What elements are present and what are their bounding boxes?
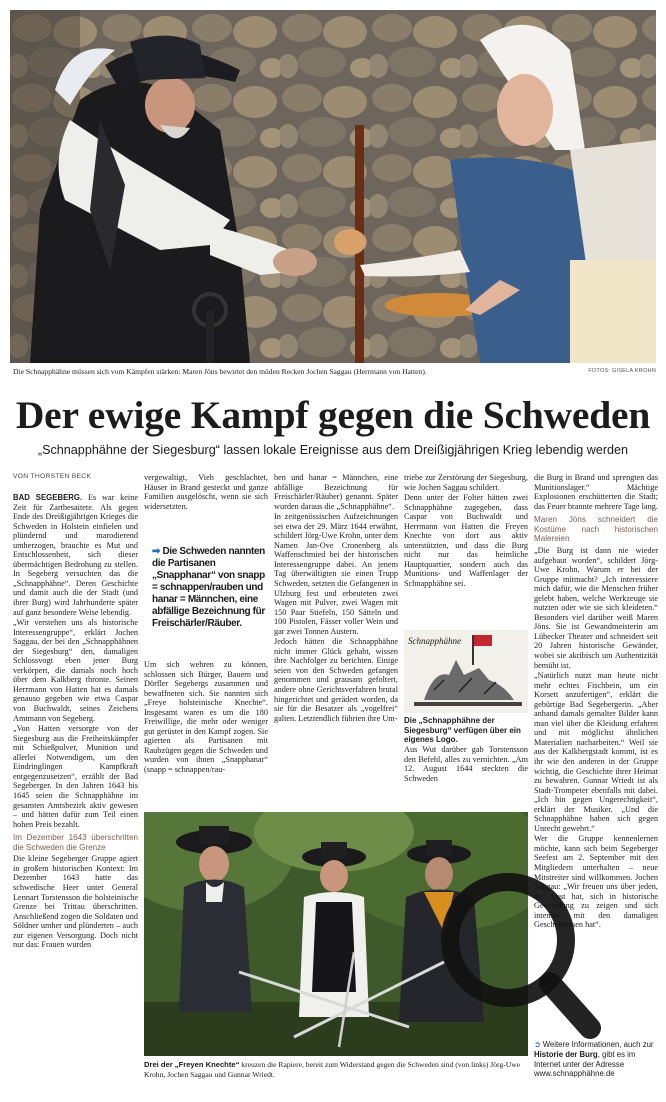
pull-quote (152, 546, 270, 630)
column-3 (274, 473, 398, 809)
paragraph: In zeitgenössischen Aufzeichnungen sei etwa der 29. März 1644 erwähnt, schildert Jörg-Uwe Krohn, unter dem Namen Jan-Ove Cronenberg als Waffenschmied bei der historischen Interessengruppe dabei. An jenem Tag überwältigten sie einen Trupp Schweden, setzten die Gefangenen in Ulzburg fest und erbeuteten zwei Wagen mit Pulver, zwei Wagen mit 150 Paar Stiefeln, 150 Sätteln und 100 Pistolen, Fässer voller Wein und gar zwei Tonnen Austern. (274, 512, 398, 636)
magnifier-icon-graphic (430, 858, 610, 1048)
paragraph: Die kleine Segeberger Gruppe agiert in großem historischen Kontext: Im Dezember 1643 hatte das schwedische Heer unter General Lennart Torstensson die holsteinische Grenze bei Trittau überschritten. Anschließend zogen die Soldaten und Söldner umher und plünderten – auch zur eigenen Versorgung. Doch nicht nur das: Frauen wurden (13, 854, 138, 950)
logo-caption: Die „Schnapphähne der Siegesburg“ verfügen über ein eigenes Logo. (404, 716, 521, 745)
paragraph (13, 493, 138, 617)
arrow-right-icon: ➡ (152, 546, 161, 557)
paragraph: „Von Hatten versorgte von der Siegesburg aus die Freiheitskämpfer mit Schießpulver, Munition und allerlei Notwendigem, um den Eindringlingen Kampfkraft entgegenzusetzen“, erzählt der Bad Segeberger. In den Jahren 1643 bis 1645 seien die Schnapphähne im gesamten Amtsbezirk aktiv gewesen – und hätten dafür zum Teil einen hohen Preis bezahlt. (13, 724, 138, 829)
headline: Der ewige Kampf gegen die Schweden (15, 393, 651, 437)
paragraph: „Wir verstehen uns als historische Interessengruppe“, erklärt Jochen Saggau, der bei den „Schnapphähnen der Siegesburg“ den, damaligen Schlossvogt eben jener Burg verkörpert, die damals noch hoch über dem Kalkberg thronte. Seinen Herrmann von Hatten hat es damals genauso gegeben wie etwa Caspar von Buchwaldt, seines Zeichens Amtmann von Segeberg. (13, 618, 138, 723)
group-logo (404, 630, 528, 713)
dateline: BAD SEGEBERG. (13, 493, 83, 502)
paragraph: triebe zur Zerstörung der Siegesburg, wie Jochen Saggau schildert. (404, 473, 528, 492)
paragraph: Aus Wut darüber gab Torstensson den Befehl, alles zu vernichten. „Am 12. August 1644 steckten die Schweden (404, 745, 528, 783)
top-photo-caption: Die Schnapphähne müssen sich vom Kämpfen stärken: Maren Jöns bewirtet den müden Recken Jochen Saggau (Herrmann von Hatten). (13, 367, 427, 376)
top-photo (10, 10, 656, 363)
section-subhead: Maren Jöns schneidert die Kostüme nach historischen Malereien (534, 515, 658, 544)
subheadline: „Schnapphähne der Siegesburg“ lassen lokale Ereignisse aus dem Dreißigjährigen Krieg lebendig werden (37, 443, 629, 457)
paragraph: die Burg in Brand und sprengten das Munitionslager.“ Mächtige Explosionen erschütterten die Stadt; das Feuer brannte mehrere Tage lang. (534, 473, 658, 511)
paragraph: „Die Burg ist dann nie wieder aufgebaut worden“, schildert Jörg-Uwe Krohn. Warum er bei der Gruppe mitmacht? „Ich interessiere mich dafür, wie die Menschen früher gelebt haben, welche Werkzeuge sie nutzten oder wie sie sich kleideten.“ Besonders viel darüber weiß Maren Jöns. Sie ist Gewandmeisterin am Lübecker Theater und schneidert seit 20 Jahren historische Gewänder, wobei sie akribisch um Authentizität bemüht ist. (534, 545, 658, 670)
info-arrow-icon: ➲ (534, 1040, 541, 1049)
caption-bold: Drei der „Freyen Knechte“ (144, 1060, 240, 1069)
info-text-bold: Historie der Burg (534, 1049, 598, 1059)
section-subhead: Im Dezember 1643 überschritten die Schweden die Grenze (13, 833, 138, 852)
paragraph: Wer die Gruppe kennenlernen möchte, kann sich beim Segeberger Seefest am 2. September mit den Mitgliedern unterhalten – neue Mitstreiter sind willkommen. Jochen Saggau: „Wir freuen uns über jeden, der Lust hat, sich in historische Gewandung zu zeigen und sich intensiv mit den damaligen Geschehnissen hat“. (534, 834, 658, 930)
caption-text: kreuzen die Rapiere, bereit zum Widerstand gegen die Schweden sind (von links) Jörg-Uwe Krohn, Jochen Saggau und Gunnar Wriedt. (144, 1060, 521, 1079)
paragraph: Jedoch hätten die Schnapphähne nicht immer Glück gehabt, wissen ihre Nachfolger zu berichten. Einige seien von den Schweden gefangen genommen und grausam gefoltert, andere ohne Gerichtsverfahren brutal hingerichtet und gerädert worden, da sie für die Besatzer als „vogelfrei“ galten. Letztendlich führten ihre Um- (274, 637, 398, 723)
column-4-top (404, 473, 528, 627)
column-2-top (144, 473, 268, 533)
photo-credit: FOTOS: GISELA KROHN (588, 368, 656, 374)
info-text-post: , gibt es im Internet unter der Adresse www.schnapphähne.de (534, 1049, 636, 1079)
author-byline: VON THORSTEN BECK (13, 473, 92, 480)
column-2-bottom (144, 660, 268, 808)
logo-wordmark: Schnapphähne (408, 636, 461, 646)
bottom-photo-caption (144, 1060, 528, 1080)
top-photo-illustration (10, 10, 656, 363)
pull-quote-text: Die Schweden nannten die Partisanen „Snapphanar“ von snapp = schnappen/rauben und hanar = Männchen, eine abfällige Bezeichnung für Freischärler/Räuber. (152, 546, 265, 629)
info-text-pre: Weitere Informationen, auch zur (542, 1040, 654, 1049)
column-4-bottom (404, 745, 528, 807)
paragraph-text: Es war keine Zeit für Zartbesaitete. Als gegen Ende des Dreißigjährigen Krieges die Schweden in Holstein einfielen und plündernd und marodierend umherzogen, brauchte es Mut und Entschlossenheit, sich dieser übermächtigen Bedrohung zu stellen. In Segeberg versuchten das die „Schnapphähne“. Deren Geschichte und damit auch die der Stadt (und ihrer Burg) wird Jahrhunderte später auf ganz besondere Weise lebendig. (13, 493, 138, 617)
paragraph: ben und hanar = Männchen, eine abfällige Bezeichnung für Freischärler/Räuber) genannt. Später wurden daraus die „Schnapphähne“. (274, 473, 398, 511)
paragraph: vergewaltigt, Vieh geschlachtet, Häuser in Brand gesteckt und ganze Familien ausgelöscht, wenn sie sich widersetzten. (144, 473, 268, 511)
paragraph: Denn unter der Folter hätten zwei Schnapphähne zugegeben, dass Caspar von Buchwaldt und Herrmann von Hatten die Freyen Knechte von dort aus aktiv unterstützten, und dass die Burg nicht nur das heimliche Hauptquartier, sondern auch das Munitions- und Waffenlager der Schnapphähne sei. (404, 493, 528, 589)
logo-illustration (404, 630, 528, 713)
column-1 (13, 493, 138, 1083)
paragraph: „Natürlich nutzt man heute nicht mehr echtes Fischbein, um ein Korsett anzufertigen“, erklärt die gebürtige Bad Segebergerin. „Aber anhand damals gemalter Bilder kann man viel über die Kleidung erfahren und mit möglichst ähnlichen Materialien nacharbeiten.“ Weil sie aus der Kalkbergstadt kommt, ist es ihr wie den anderen in der Gruppe wichtig, die Geschichte ihrer Heimat zu bewahren. Gunnar Wriedt ist als Stadt-Trompeter ebenfalls mit dabei. „Ich bin gegen Ungerechtigkeit“, erklärt der Musiker. „Und die Schnapphähne haben sich gegen Unrecht gewehrt.“ (534, 671, 658, 833)
magnifier-icon[interactable] (430, 858, 610, 1048)
paragraph: Um sich wehren zu können, schlossen sich Bürger, Bauern und Dörfler Segebergs zusammen und bewaffneten sich. Sie nannten sich „Freye holsteinische Knechte“. Insgesamt waren es um die 180 Freiwillige, die mehr oder weniger gut gerüstet in den Kampf zogen. Sie agierten als Partisanen mit Raubzügen gegen die Schweden und wurden von ihnen „Snapphanar“ (snapp = schnappen/rau- (144, 660, 268, 775)
